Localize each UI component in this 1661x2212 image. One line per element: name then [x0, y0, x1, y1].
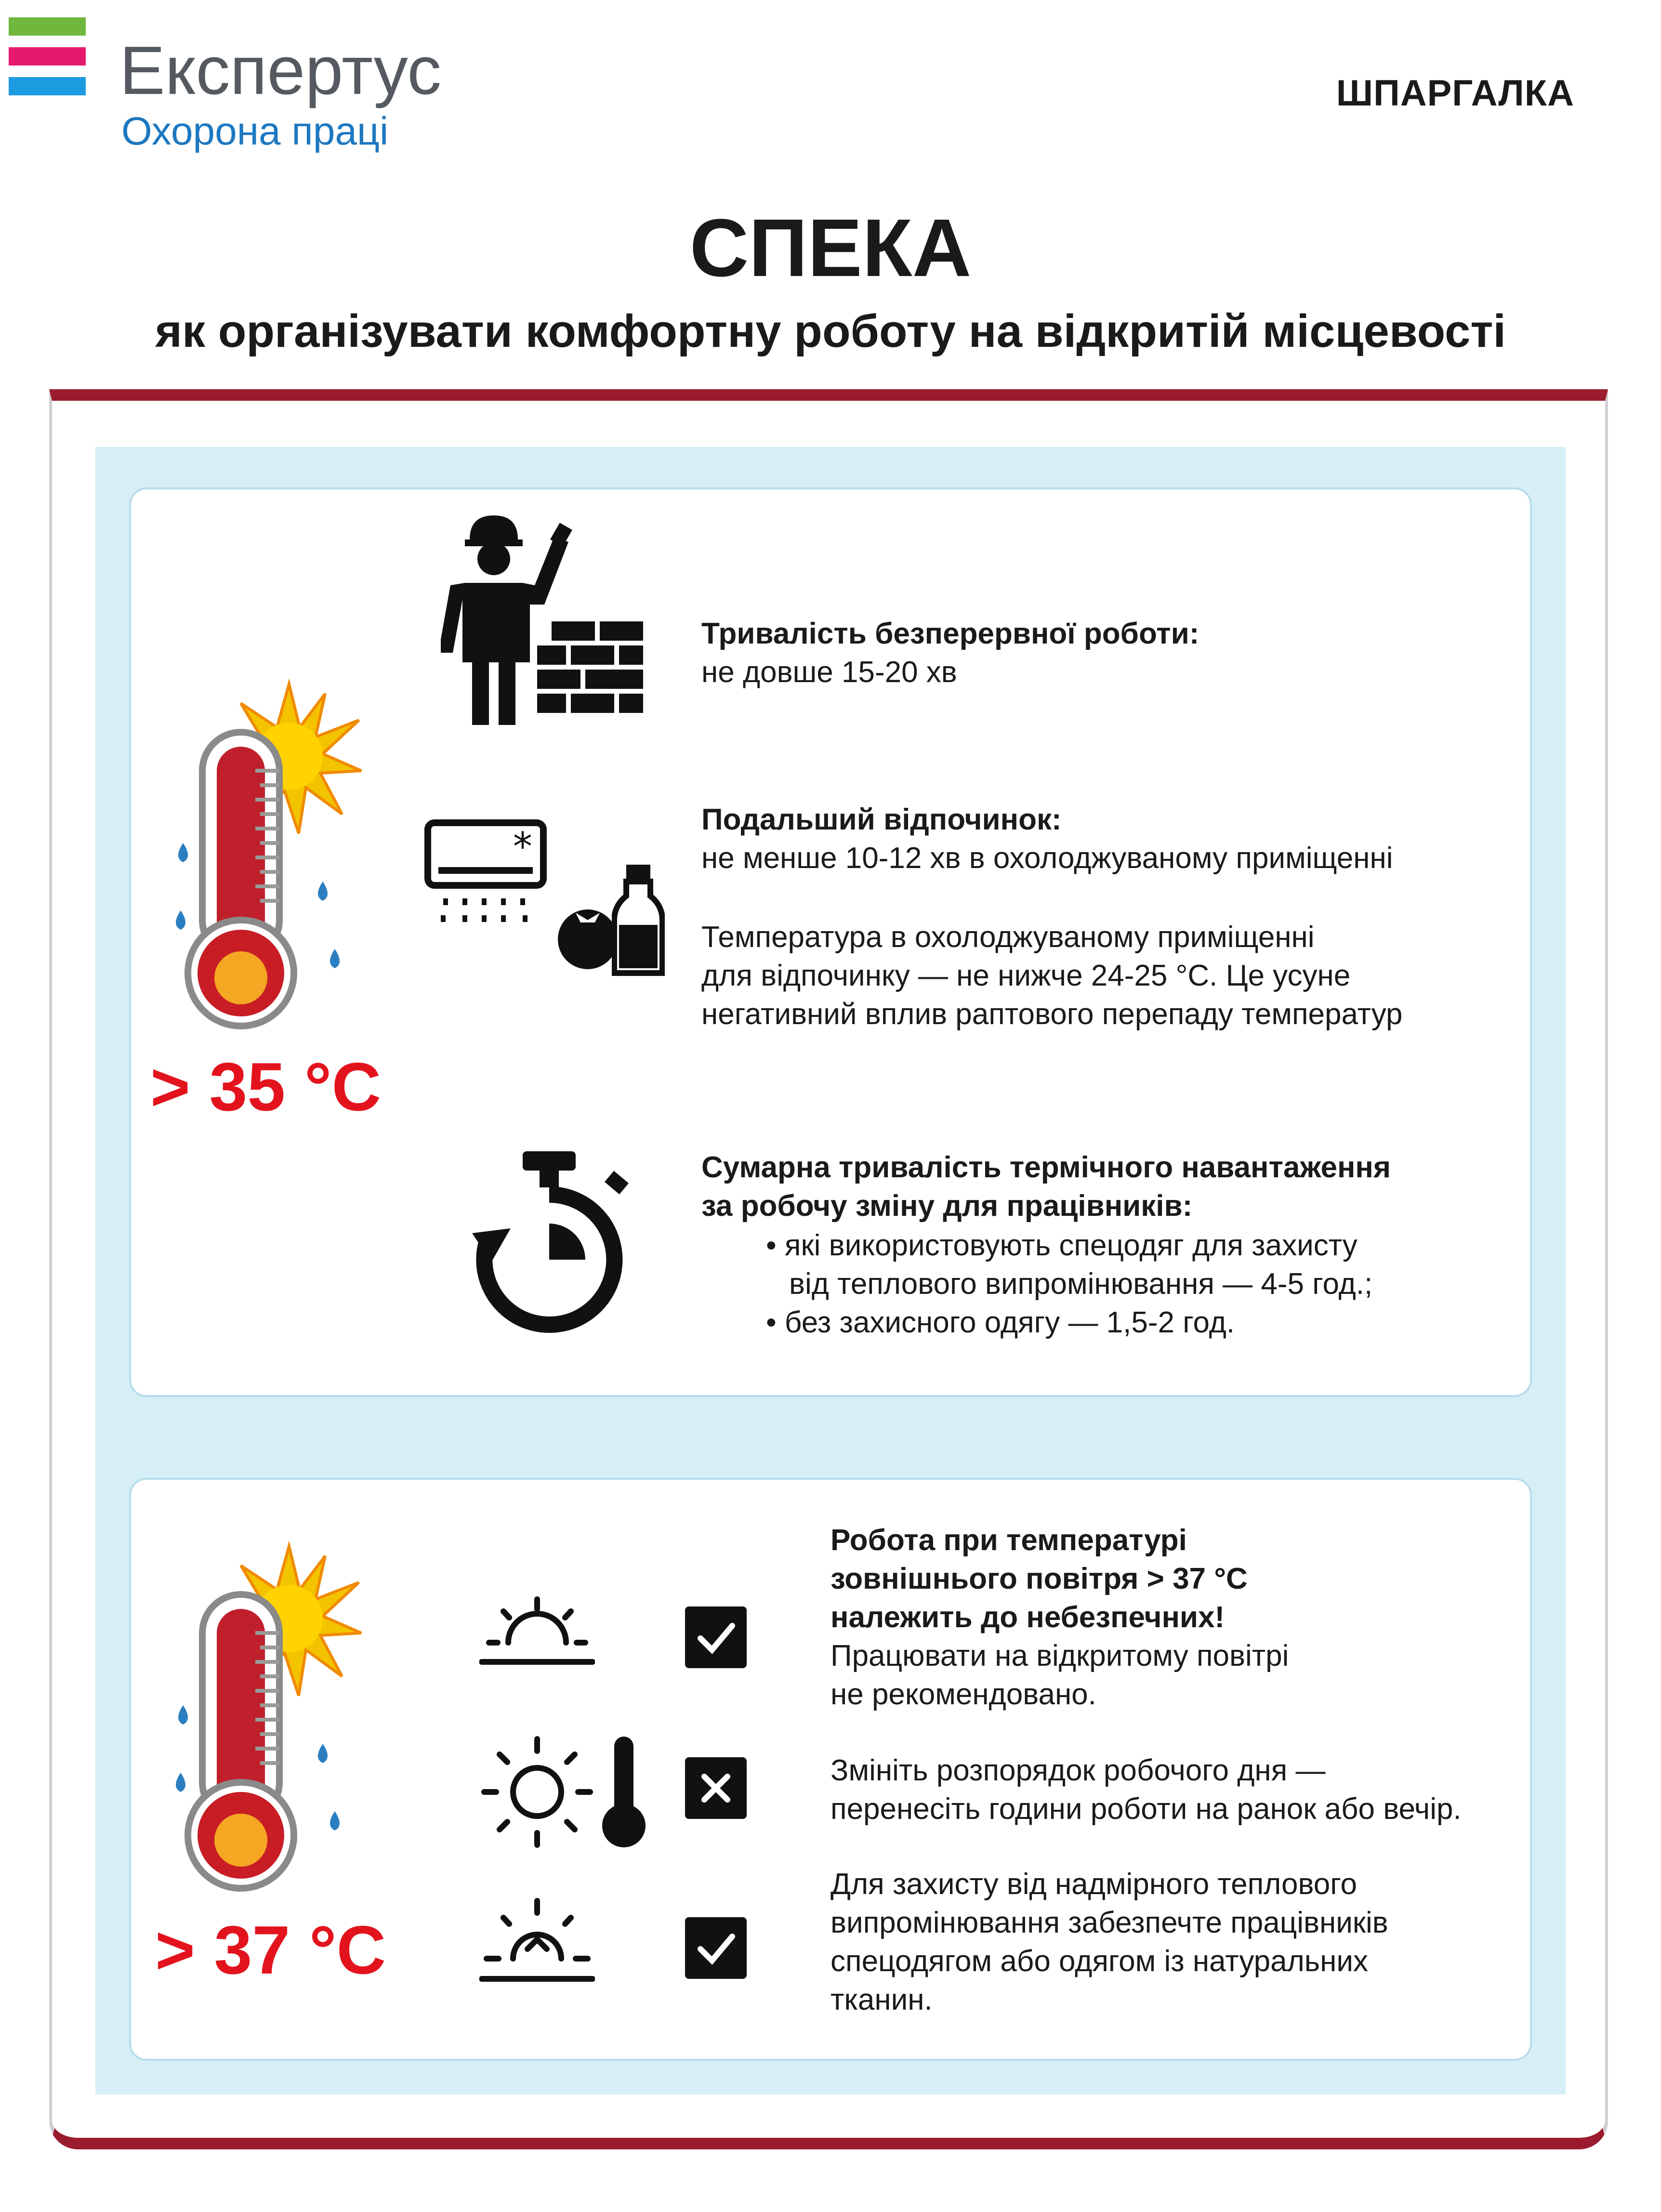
temperature-37-label: > 37 °C: [155, 1912, 386, 1988]
temperature-35-label: > 35 °C: [150, 1049, 382, 1125]
schedule-text: [830, 1751, 1462, 1829]
logo-subtitle: Охорона праці: [121, 109, 389, 153]
danger-heading-1: Робота при температурі: [830, 1524, 1187, 1557]
thermometer-sun-icon: [164, 1522, 395, 1908]
svg-text:*: *: [513, 824, 532, 869]
tomato-icon: [554, 891, 621, 973]
thermometer-sun-icon: [164, 660, 395, 1045]
cross-icon: [685, 1757, 747, 1819]
sunset-icon: [479, 1896, 595, 1988]
outdoor-line-1: Працювати на відкритому повітрі: [830, 1639, 1289, 1672]
danger-heading-3: належить до небезпечних!: [830, 1601, 1225, 1634]
protection-line-3: спецодягом або одягом із натуральних: [830, 1945, 1368, 1978]
room-line-1: Температура в охолоджуваному приміщенні: [701, 921, 1315, 954]
thermal-load-item-1-cont: від теплового випромінювання — 4-5 год.;: [789, 1267, 1373, 1301]
bottle-icon: [612, 862, 665, 978]
page-title: СПЕКА: [689, 202, 972, 294]
rest-block: [701, 801, 1393, 878]
work-duration-heading: Тривалість безперервної роботи:: [701, 617, 1200, 650]
protection-line-4: тканин.: [830, 1983, 933, 2016]
room-temperature-text: [701, 918, 1403, 1034]
outdoor-line-2: не рекомендовано.: [830, 1678, 1096, 1711]
room-line-3: негативний вплив раптового перепаду температур: [701, 998, 1403, 1031]
check-icon: [685, 1917, 747, 1979]
sunrise-icon: [479, 1594, 595, 1672]
check-icon: [685, 1606, 747, 1668]
midday-sun-icon: [479, 1734, 595, 1850]
thermal-load-item-1: • які використовують спецодяг для захисту: [766, 1229, 1358, 1262]
danger-heading-2: зовнішнього повітря > 37 °С: [830, 1562, 1248, 1595]
protection-line-1: Для захисту від надмірного теплового: [830, 1868, 1357, 1901]
room-line-2: для відпочинку — не нижче 24-25 °С. Це усуне: [701, 959, 1351, 992]
logo-name: Експертус: [119, 32, 442, 109]
work-duration-text: не довше 15-20 хв: [701, 656, 957, 689]
thermometer-icon: [597, 1734, 650, 1850]
rest-text: не менше 10-12 хв в охолоджуваному приміщенні: [701, 842, 1393, 875]
thermal-load-heading-2: за робочу зміну для працівників:: [701, 1189, 1193, 1223]
logo-bar-blue: [9, 77, 86, 95]
danger-heading: [830, 1521, 1289, 1714]
worker-brick-icon: [441, 511, 662, 732]
logo-bar-pink: [9, 47, 86, 66]
stopwatch-icon: [462, 1146, 636, 1339]
work-duration-block: [701, 615, 1199, 692]
thermal-load-item-2: • без захисного одягу — 1,5-2 год.: [766, 1306, 1235, 1339]
thermal-load-block: [701, 1148, 1391, 1225]
schedule-line-2: перенесіть години роботи на ранок або вечір.: [830, 1792, 1462, 1826]
air-conditioner-icon: [424, 819, 549, 944]
thermal-load-heading-1: Сумарна тривалість термічного навантаження: [701, 1151, 1391, 1184]
protection-line-2: випромінювання забезпечте працівників: [830, 1906, 1388, 1939]
rest-heading: Подальший відпочинок:: [701, 803, 1062, 836]
logo-bar-green: [9, 17, 86, 36]
schedule-line-1: Змініть розпорядок робочого дня —: [830, 1754, 1326, 1787]
page-subtitle: як організувати комфортну роботу на відкритій місцевості: [155, 305, 1506, 357]
protection-text: [830, 1865, 1388, 2019]
cheatsheet-tag: ШПАРГАЛКА: [1336, 73, 1574, 114]
